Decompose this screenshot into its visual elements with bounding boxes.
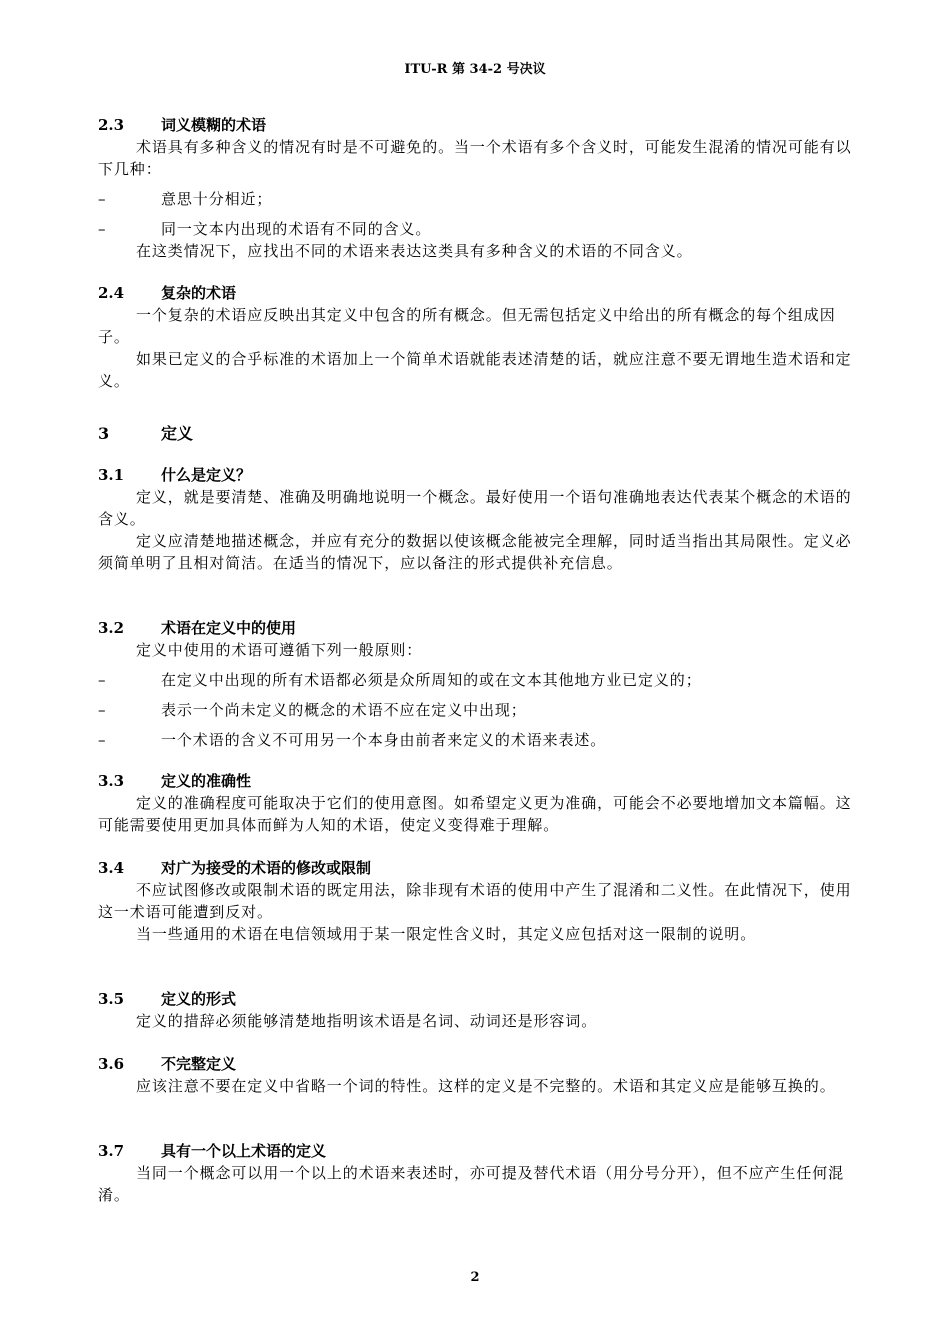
section-number: 3.2 (98, 619, 125, 637)
section-heading (98, 1140, 854, 1162)
section-heading (98, 857, 854, 879)
list-item-text: 同一文本内出现的术语有不同的含义。 (161, 220, 432, 238)
section-number: 3.5 (98, 990, 125, 1008)
section-title: 对广为接受的术语的修改或限制 (161, 859, 372, 877)
section-3-3 (98, 770, 854, 836)
page-number: 2 (470, 1270, 480, 1285)
list-item (98, 729, 854, 751)
list-item (98, 218, 854, 240)
section-3-4 (98, 857, 854, 945)
section-3-6 (98, 1053, 854, 1097)
section-heading (98, 282, 854, 304)
section-title: 词义模糊的术语 (161, 116, 267, 134)
section-number: 3.3 (98, 772, 125, 790)
paragraph: 不应试图修改或限制术语的既定用法，除非现有术语的使用中产生了混淆和二义性。在此情况下，使用这一术语可能遭到反对。 (98, 881, 852, 921)
section-heading (98, 988, 854, 1010)
paragraph: 定义的准确程度可能取决于它们的使用意图。如希望定义更为准确，可能会不必要地增加文本篇幅。这可能需要使用更加具体而鲜为人知的术语，使定义变得难于理解。 (98, 794, 852, 834)
list-item-text: 在定义中出现的所有术语都必须是众所周知的或在文本其他地方业已定义的； (161, 671, 702, 689)
list-item (98, 188, 854, 210)
paragraph: 应该注意不要在定义中省略一个词的特性。这样的定义是不完整的。术语和其定义应是能够互换的。 (136, 1077, 836, 1095)
running-header: ITU-R 第 34-2 号决议 (404, 62, 546, 77)
paragraph: 在这类情况下，应找出不同的术语来表达这类具有多种含义的术语的不同含义。 (136, 242, 693, 260)
dash-bullet: – (98, 701, 107, 719)
section-number: 3.1 (98, 466, 125, 484)
paragraph: 定义应清楚地描述概念，并应有充分的数据以使该概念能被完全理解，同时适当指出其局限性。定义必须简单明了且相对简洁。在适当的情况下，应以备注的形式提供补充信息。 (98, 532, 852, 572)
section-title: 复杂的术语 (161, 284, 237, 302)
section-title: 具有一个以上术语的定义 (161, 1142, 327, 1160)
section-heading (98, 114, 854, 136)
paragraph: 当一些通用的术语在电信领域用于某一限定性含义时，其定义应包括对这一限制的说明。 (136, 925, 757, 943)
dash-bullet: – (98, 220, 107, 238)
paragraph: 如果已定义的合乎标准的术语加上一个简单术语就能表述清楚的话，就应注意不要无谓地生造术语和定义。 (98, 350, 852, 390)
section-title: 定义 (161, 424, 194, 443)
section-3-7 (98, 1140, 854, 1206)
section-number: 3.6 (98, 1055, 125, 1073)
paragraph: 定义中使用的术语可遵循下列一般原则： (136, 641, 423, 659)
section-title: 什么是定义？ (161, 466, 252, 484)
paragraph: 定义的措辞必须能够清楚地指明该术语是名词、动词还是形容词。 (136, 1012, 598, 1030)
section-3 (98, 423, 854, 445)
section-title: 定义的准确性 (161, 772, 252, 790)
list-item-text: 一个术语的含义不可用另一个本身由前者来定义的术语来表述。 (161, 731, 607, 749)
section-number: 3.7 (98, 1142, 125, 1160)
section-title: 定义的形式 (161, 990, 237, 1008)
section-3-1 (98, 464, 854, 574)
section-heading (98, 617, 854, 639)
chapter-heading (98, 423, 854, 445)
section-heading (98, 464, 854, 486)
list-item (98, 669, 854, 691)
paragraph: 一个复杂的术语应反映出其定义中包含的所有概念。但无需包括定义中给出的所有概念的每个组成因子。 (98, 306, 836, 346)
section-title: 术语在定义中的使用 (161, 619, 297, 637)
section-number: 2.4 (98, 284, 125, 302)
section-number: 3.4 (98, 859, 125, 877)
section-title: 不完整定义 (161, 1055, 237, 1073)
section-number: 2.3 (98, 116, 125, 134)
section-2-3 (98, 114, 854, 262)
list-item-text: 意思十分相近； (161, 190, 273, 208)
paragraph: 定义，就是要清楚、准确及明确地说明一个概念。最好使用一个语句准确地表达代表某个概念的术语的含义。 (98, 488, 852, 528)
section-number: 3 (98, 424, 110, 443)
section-heading (98, 1053, 854, 1075)
dash-bullet: – (98, 190, 107, 208)
section-heading (98, 770, 854, 792)
dash-bullet: – (98, 671, 107, 689)
list-item (98, 699, 854, 721)
section-3-2 (98, 617, 854, 751)
paragraph: 术语具有多种含义的情况有时是不可避免的。当一个术语有多个含义时，可能发生混淆的情况可能有以下几种： (98, 138, 852, 178)
list-item-text: 表示一个尚未定义的概念的术语不应在定义中出现； (161, 701, 527, 719)
paragraph: 当同一个概念可以用一个以上的术语来表述时，亦可提及替代术语（用分号分开），但不应产生任何混淆。 (98, 1164, 845, 1204)
section-3-5 (98, 988, 854, 1032)
section-2-4 (98, 282, 854, 392)
dash-bullet: – (98, 731, 107, 749)
